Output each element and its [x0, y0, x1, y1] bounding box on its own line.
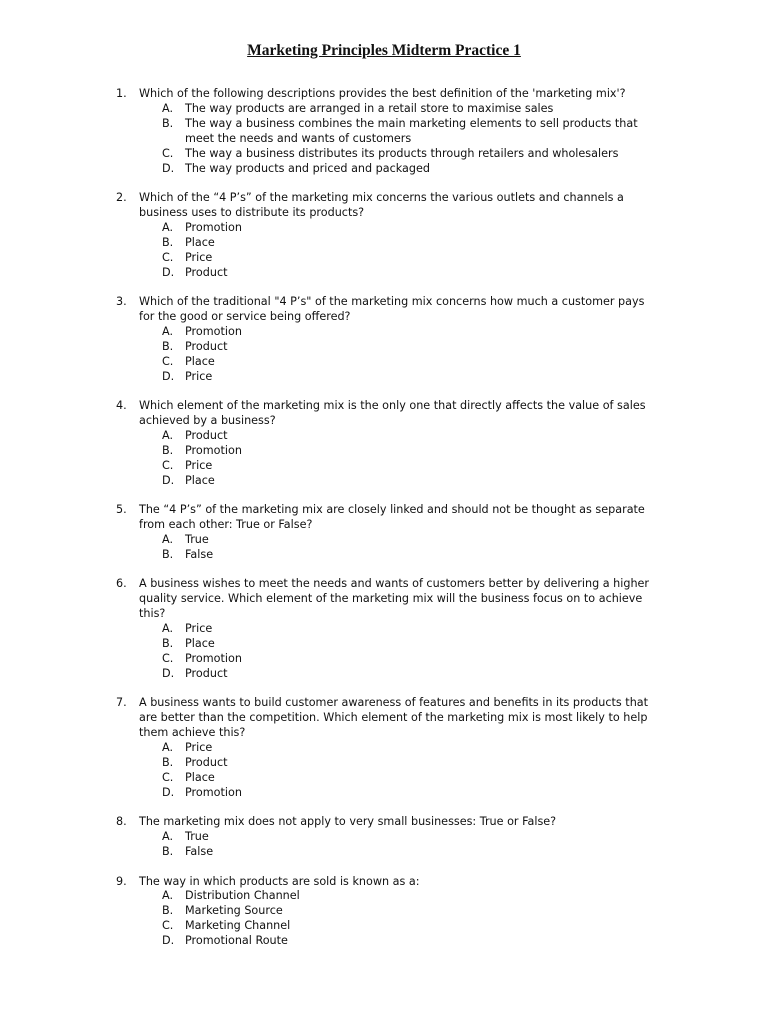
answer-option: [0, 533, 647, 548]
option-letter: C.: [162, 919, 174, 933]
question-item: [0, 87, 768, 176]
option-letter: D.: [162, 934, 175, 948]
question-stem: [0, 815, 651, 830]
option-letter: D.: [162, 161, 175, 175]
option-text: Promotion: [185, 785, 242, 799]
question-stem: [0, 295, 651, 325]
question-number: 2.: [116, 191, 127, 205]
option-text: The way a business combines the main marketing elements to sell products that meet the needs and wants of customers: [185, 116, 638, 145]
option-letter: C.: [162, 770, 174, 784]
option-text: Price: [185, 458, 213, 472]
option-text: Place: [185, 636, 215, 650]
answer-option: [0, 904, 647, 919]
question-number: 5.: [116, 503, 127, 517]
question-list: [0, 87, 768, 964]
option-letter: A.: [162, 324, 174, 338]
question-text: Which element of the marketing mix is the only one that directly affects the value of sales achieved by a business?: [139, 399, 646, 427]
option-text: Place: [185, 235, 215, 249]
answer-option: [0, 459, 647, 474]
question-number: 9.: [116, 874, 127, 888]
answer-option: [0, 355, 647, 370]
option-text: Price: [185, 741, 213, 754]
option-letter: A.: [162, 830, 174, 844]
question-stem: [0, 577, 651, 622]
option-text: True: [185, 830, 209, 844]
option-text: Product: [185, 428, 228, 442]
question-number: 7.: [116, 696, 127, 710]
option-text: The way products and priced and packaged: [185, 161, 430, 175]
option-letter: B.: [162, 904, 174, 918]
question-item: [0, 503, 768, 563]
option-text: Price: [185, 369, 213, 383]
option-text: Price: [185, 250, 213, 264]
option-text: Product: [185, 265, 228, 279]
answer-option: [0, 652, 647, 667]
answer-option: [0, 325, 647, 340]
question-item: [0, 815, 768, 860]
question-item: [0, 577, 768, 681]
option-text: Place: [185, 473, 215, 487]
answer-options: [0, 889, 768, 949]
answer-options: [0, 429, 768, 489]
answer-option: [0, 830, 647, 845]
answer-option: [0, 236, 647, 251]
option-letter: D.: [162, 473, 175, 487]
question-stem: [0, 191, 651, 221]
option-text: Product: [185, 755, 228, 769]
option-letter: D.: [162, 785, 175, 799]
answer-option: [0, 340, 647, 355]
answer-option: [0, 934, 647, 949]
option-letter: B.: [162, 116, 174, 130]
question-number: 8.: [116, 815, 127, 829]
option-letter: B.: [162, 755, 174, 769]
answer-option: [0, 102, 647, 117]
question-text: Which of the following descriptions provides the best definition of the 'marketing mix'?: [139, 87, 626, 100]
question-number: 6.: [116, 577, 127, 591]
answer-option: [0, 370, 647, 385]
question-item: [0, 399, 768, 488]
answer-options: [0, 830, 768, 860]
option-letter: D.: [162, 369, 175, 383]
option-text: True: [185, 532, 209, 546]
question-number: 1.: [116, 87, 127, 100]
option-text: Distribution Channel: [185, 889, 300, 903]
answer-option: [0, 771, 647, 786]
answer-option: [0, 786, 647, 801]
option-text: Product: [185, 339, 228, 353]
option-text: Place: [185, 354, 215, 368]
option-text: The way products are arranged in a retail store to maximise sales: [185, 101, 554, 115]
option-letter: A.: [162, 889, 174, 903]
page-title: Marketing Principles Midterm Practice 1: [247, 42, 521, 59]
option-letter: C.: [162, 250, 174, 264]
answer-options: [0, 325, 768, 385]
option-text: Product: [185, 666, 228, 680]
question-stem: [0, 87, 651, 102]
answer-option: [0, 845, 647, 860]
question-stem: [0, 875, 651, 890]
option-letter: A.: [162, 741, 174, 754]
answer-option: [0, 221, 647, 236]
option-text: The way a business distributes its products through retailers and wholesalers: [185, 146, 619, 160]
option-letter: C.: [162, 146, 174, 160]
option-letter: B.: [162, 547, 174, 561]
answer-option: [0, 548, 647, 563]
answer-option: [0, 622, 647, 637]
answer-option: [0, 756, 647, 771]
question-number: 4.: [116, 399, 127, 413]
answer-option: [0, 474, 647, 489]
option-letter: C.: [162, 651, 174, 665]
question-text: A business wishes to meet the needs and wants of customers better by delivering a higher quality service. Which element of the marketing mix will the business focus on to achieve this?: [139, 577, 650, 621]
question-stem: [0, 696, 651, 741]
question-item: [0, 295, 768, 384]
option-text: False: [185, 845, 214, 859]
question-number: 3.: [116, 295, 127, 309]
question-text: The “4 P’s” of the marketing mix are closely linked and should not be thought as separate from each other: True or False?: [139, 503, 645, 532]
option-letter: B.: [162, 235, 174, 249]
answer-option: [0, 429, 647, 444]
option-text: Marketing Source: [185, 904, 283, 918]
answer-options: [0, 622, 768, 682]
answer-option: [0, 266, 647, 281]
answer-option: [0, 251, 647, 266]
answer-options: [0, 533, 768, 563]
question-text: Which of the “4 P’s” of the marketing mix concerns the various outlets and channels a business uses to distribute its products?: [139, 191, 624, 219]
option-text: Place: [185, 770, 215, 784]
option-letter: B.: [162, 845, 174, 859]
option-letter: B.: [162, 636, 174, 650]
option-letter: D.: [162, 265, 175, 279]
answer-option: [0, 741, 647, 756]
question-text: The way in which products are sold is known as a:: [139, 874, 420, 888]
question-item: [0, 696, 768, 800]
option-letter: B.: [162, 443, 174, 457]
question-text: A business wants to build customer awareness of features and benefits in its products that are better than the competition. Which element of the marketing mix is most likely to help them achieve this?: [139, 696, 649, 740]
answer-options: [0, 102, 768, 177]
option-text: Promotion: [185, 443, 242, 457]
option-text: False: [185, 547, 214, 561]
option-letter: A.: [162, 532, 174, 546]
answer-option: [0, 919, 647, 934]
question-stem: [0, 503, 651, 533]
answer-options: [0, 221, 768, 281]
option-letter: B.: [162, 339, 174, 353]
question-item: [0, 875, 768, 950]
question-item: [0, 191, 768, 280]
answer-option: [0, 117, 647, 147]
question-text: The marketing mix does not apply to very small businesses: True or False?: [139, 815, 557, 829]
option-letter: A.: [162, 428, 174, 442]
option-text: Promotion: [185, 220, 242, 234]
option-text: Promotion: [185, 651, 242, 665]
answer-options: [0, 741, 768, 801]
answer-option: [0, 889, 647, 904]
option-letter: C.: [162, 354, 174, 368]
option-text: Marketing Channel: [185, 919, 291, 933]
answer-option: [0, 667, 647, 682]
option-text: Price: [185, 622, 213, 636]
answer-option: [0, 147, 647, 162]
option-letter: A.: [162, 220, 174, 234]
question-text: Which of the traditional "4 P’s" of the marketing mix concerns how much a customer pays for the good or service being offered?: [139, 295, 645, 323]
option-letter: A.: [162, 622, 174, 636]
option-letter: A.: [162, 101, 174, 115]
answer-option: [0, 162, 647, 177]
option-letter: D.: [162, 666, 175, 680]
option-text: Promotional Route: [185, 934, 288, 948]
question-stem: [0, 399, 651, 429]
answer-option: [0, 444, 647, 459]
option-letter: C.: [162, 458, 174, 472]
option-text: Promotion: [185, 324, 242, 338]
answer-option: [0, 637, 647, 652]
